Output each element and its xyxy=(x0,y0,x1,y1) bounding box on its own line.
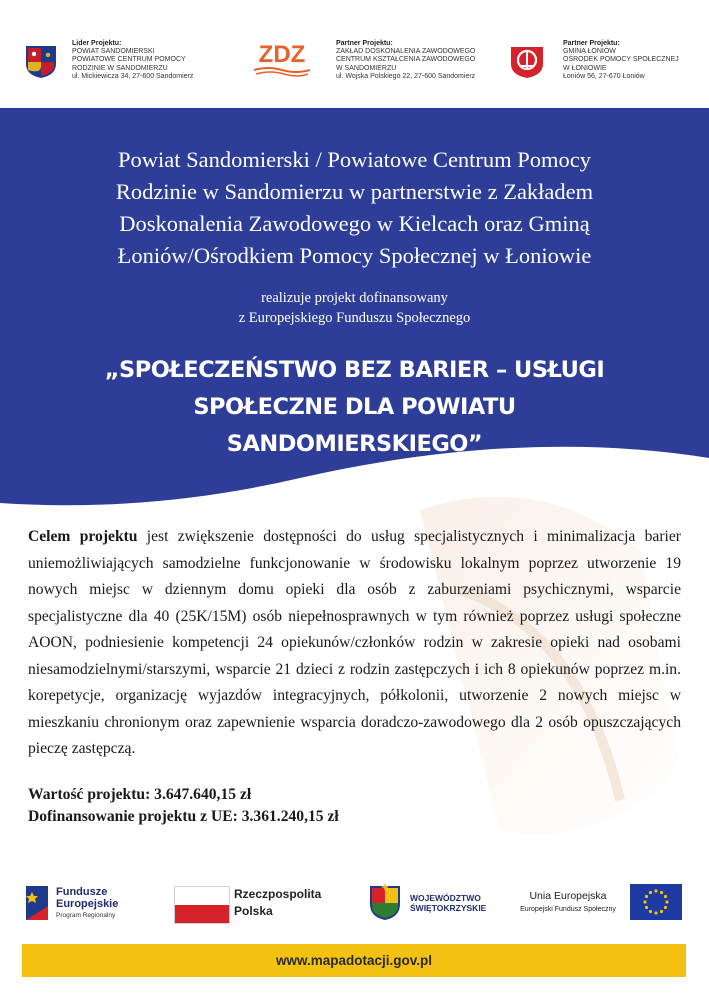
zdz-logo-text: ZDZ xyxy=(258,41,306,68)
fundusze-europejskie-text xyxy=(56,886,118,922)
powiat-shield-logo xyxy=(22,42,60,80)
project-description xyxy=(28,524,681,763)
project-lead-text xyxy=(20,144,689,272)
partner-line: OŚRODEK POMOCY SPOŁECZNEJ xyxy=(563,56,679,64)
wojewodztwo-crest-icon xyxy=(368,882,402,922)
loniow-logo xyxy=(508,44,546,80)
partner-line: POWIAT SANDOMIERSKI xyxy=(72,48,155,56)
unia-europejska-text xyxy=(512,890,624,916)
subtitle-line: realizuje projekt dofinansowany xyxy=(261,290,448,306)
lead-line: Powiat Sandomierski / Powiatowe Centrum Pomocy xyxy=(117,147,592,172)
partner-line: Łoniów 56, 27-670 Łoniów xyxy=(563,72,645,80)
fundusze-europejskie-logo xyxy=(24,882,54,926)
ue-line: Europejski Fundusz Społeczny xyxy=(520,906,616,913)
partner-line: CENTRUM KSZTAŁCENIA ZAWODOWEGO xyxy=(336,56,476,64)
partner-line: POWIATOWE CENTRUM POMOCY xyxy=(72,56,186,64)
partner-line: RODZINIE W SANDOMIERZU xyxy=(72,64,168,72)
partner-loniow xyxy=(563,40,679,81)
subtitle xyxy=(20,288,689,328)
partner-label: Partner Projektu: xyxy=(563,40,620,47)
lead-line: Łoniów/Ośrodkiem Pomocy Społecznej w Łoniowie xyxy=(117,243,592,268)
description-lead: Celem projektu xyxy=(28,528,138,545)
rzeczpospolita-text xyxy=(234,886,321,920)
title-line: SPOŁECZNE DLA POWIATU xyxy=(193,394,516,420)
rp-line: Rzeczpospolita xyxy=(234,887,322,901)
fe-line: Fundusze xyxy=(56,886,108,898)
partner-label: Partner Projektu: xyxy=(336,40,393,47)
lead-line: Doskonalenia Zawodowego w Kielcach oraz Gminą xyxy=(119,211,590,236)
partner-line: ul. Wojska Polskiego 22, 27-600 Sandomierz xyxy=(336,72,476,80)
partner-lead xyxy=(72,40,193,81)
lead-line: Rodzinie w Sandomierzu w partnerstwie z Zakładem xyxy=(115,179,594,204)
partner-line: ZAKŁAD DOSKONALENIA ZAWODOWEGO xyxy=(336,48,476,56)
description-text: jest zwiększenie dostępności do usług specjalistycznych i minimalizacja barier uniemożliwiających samodzielne funkcjonowanie w środowisku lokalnym poprzez utworzenie 19 nowych miejsc w dziennym domu opieki dla osób z zaburzeniami psychicznymi, wsparcie specjalistyczne dla 40 (25K/15M) osób niepełnosprawnych w tym również poprzez usługi społeczne AOON, podniesienie kompetencji 24 opiekunów/członków rodzin w zakresie opieki nad osobami niesamodzielnymi/starszymi, wsparcie 21 dzieci z rodzin zastępczych i ich 8 opiekunów poprzez m.in. korepetycje, organizację wyjazdów integracyjnych, półkolonii, utworzenie 2 nowych miejsc w mieszkaniu chronionym oraz zapewnienie wsparcia doradczo-zawodowego dla 2 osób opuszczających pieczę zastępczą. xyxy=(28,528,681,757)
ws-line: ŚWIĘTOKRZYSKIE xyxy=(410,903,487,913)
subtitle-line: z Europejskiego Funduszu Społecznego xyxy=(238,310,471,326)
partner-line: ul. Mickiewicza 34, 27-600 Sandomierz xyxy=(72,72,194,80)
eu-flag-icon xyxy=(630,884,682,920)
partner-zdz xyxy=(336,40,475,81)
partner-line: W ŁONIOWIE xyxy=(563,64,607,72)
website-bar[interactable]: www.mapadotacji.gov.pl xyxy=(22,944,686,977)
footer-logos xyxy=(0,872,709,942)
rp-line: Polska xyxy=(234,904,273,918)
partner-strip xyxy=(0,0,709,108)
ws-line: WOJEWÓDZTWO xyxy=(410,893,481,903)
wojewodztwo-text xyxy=(410,893,486,913)
polish-flag xyxy=(174,886,230,924)
fe-line: Europejskie xyxy=(56,898,119,910)
project-title xyxy=(30,352,679,463)
title-line: „SPOŁECZEŃSTWO BEZ BARIER – USŁUGI xyxy=(104,357,605,383)
project-cofinancing: Dofinansowanie projektu z UE: 3.361.240,15 zł xyxy=(28,808,339,825)
partner-line: GMINA ŁONIÓW xyxy=(563,48,616,56)
partner-label: Lider Projektu: xyxy=(72,40,122,47)
zdz-logo xyxy=(248,40,316,80)
partner-line: W SANDOMIERZU xyxy=(336,64,397,72)
title-line: SANDOMIERSKIEGO” xyxy=(226,431,483,457)
project-value: Wartość projektu: 3.647.640,15 zł xyxy=(28,786,252,803)
fe-line: Program Regionalny xyxy=(56,912,116,919)
ue-line: Unia Europejska xyxy=(529,890,607,902)
